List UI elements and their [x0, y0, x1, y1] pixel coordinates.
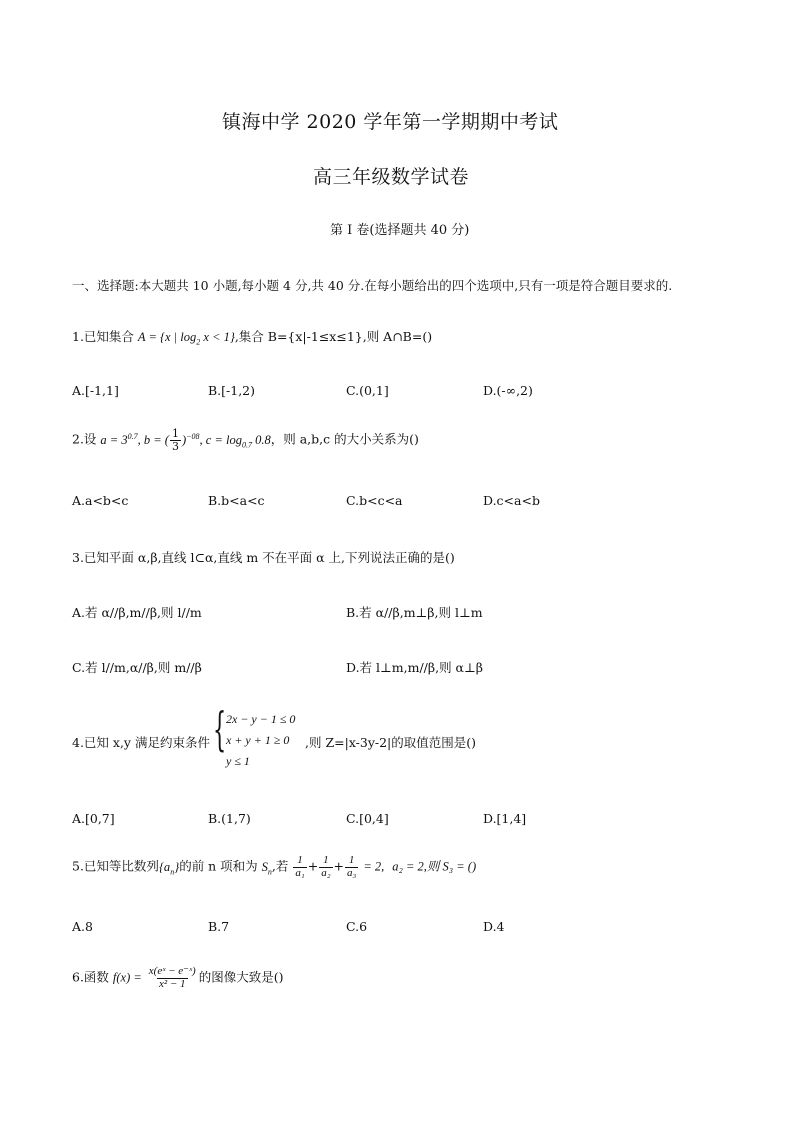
- question-5: 5.已知等比数列$\{a_n\}$的前 n 项和为 $S_n$,若 $\frac{1}{\text{a₁}}$ + $\frac{1}{\text{a₂}}$ + $\frac{1}{\text{a₃}}$ = 2, a₂ = 2,则 S₃ = (): [72, 854, 477, 879]
- q3-option-a: A.若 α//β,m//β,则 l//m: [72, 605, 202, 620]
- question-3: 3.已知平面 α,β,直线 l⊂α,直线 m 不在平面 α 上,下列说法正确的是(): [72, 550, 455, 565]
- q5-option-d: D.4: [483, 919, 505, 934]
- q1-option-a: A.[-1,1]: [72, 383, 119, 398]
- q4-constraint-2: x + y + 1 ≥ 0: [226, 733, 290, 747]
- q1-set-a: A = {x | $\log_2 x < 1$}: [137, 330, 235, 347]
- q4-option-b: B.(1,7): [208, 811, 251, 826]
- q4-option-d: D.[1,4]: [483, 811, 527, 826]
- q4-brace: {: [213, 702, 227, 756]
- q2-option-a: A.a<b<c: [72, 493, 129, 508]
- q1-option-d: D.(-∞,2): [483, 383, 533, 398]
- q3-option-c: C.若 l//m,α//β,则 m//β: [72, 660, 202, 675]
- q1-option-b: B.[-1,2): [208, 383, 256, 398]
- section-instructions: 一、选择题:本大题共 10 小题,每小题 4 分,共 40 分.在每小题给出的四个选项中,只有一项是符合题目要求的.: [72, 278, 673, 293]
- question-6: 6.函数 f(x) = $\frac{\text{x(eˣ − e⁻ˣ)}}{\text{x² − 1}}$ 的图像大致是(): [72, 965, 284, 990]
- q1-suffix: ,集合 B={x|-1≤x≤1},则 A∩B=(): [234, 329, 433, 344]
- q4-suffix: ,则 Z=|x-3y-2|的取值范围是(): [305, 735, 477, 750]
- q4-option-c: C.[0,4]: [346, 811, 389, 826]
- q1-option-c: C.(0,1]: [346, 383, 389, 398]
- school-title: 镇海中学 2020 学年第一学期期中考试: [222, 111, 559, 133]
- question-2: 2.设 $a = 3^{0.7}$, b = ( $\frac{1}{3}$ )$^{-08}$, $c = \log_{0.7} 0.8$，则 a,b,c 的大小关系为(): [72, 427, 419, 453]
- q3-option-d: D.若 l⊥m,m//β,则 α⊥β: [346, 660, 483, 675]
- q4-prefix: 4.已知 x,y 满足约束条件: [72, 735, 210, 750]
- q4-constraint-1: 2x − y − 1 ≤ 0: [226, 712, 296, 726]
- question-1: [72, 327, 432, 347]
- q4-option-a: A.[0,7]: [72, 811, 115, 826]
- q2-option-b: B.b<a<c: [208, 493, 265, 508]
- q5-option-c: C.6: [346, 919, 368, 934]
- q5-option-b: B.7: [208, 919, 230, 934]
- q2-option-d: D.c<a<b: [483, 493, 540, 508]
- part-label: 第 I 卷(选择题共 40 分): [330, 223, 470, 238]
- exam-title: 高三年级数学试卷: [313, 166, 470, 188]
- q4-constraints: [226, 709, 295, 772]
- q2-option-c: C.b<c<a: [346, 493, 403, 508]
- q3-option-b: B.若 α//β,m⊥β,则 l⊥m: [346, 605, 483, 620]
- q5-option-a: A.8: [72, 919, 93, 934]
- q1-prefix: 1.已知集合: [72, 329, 138, 344]
- q4-constraint-3: y ≤ 1: [226, 754, 250, 768]
